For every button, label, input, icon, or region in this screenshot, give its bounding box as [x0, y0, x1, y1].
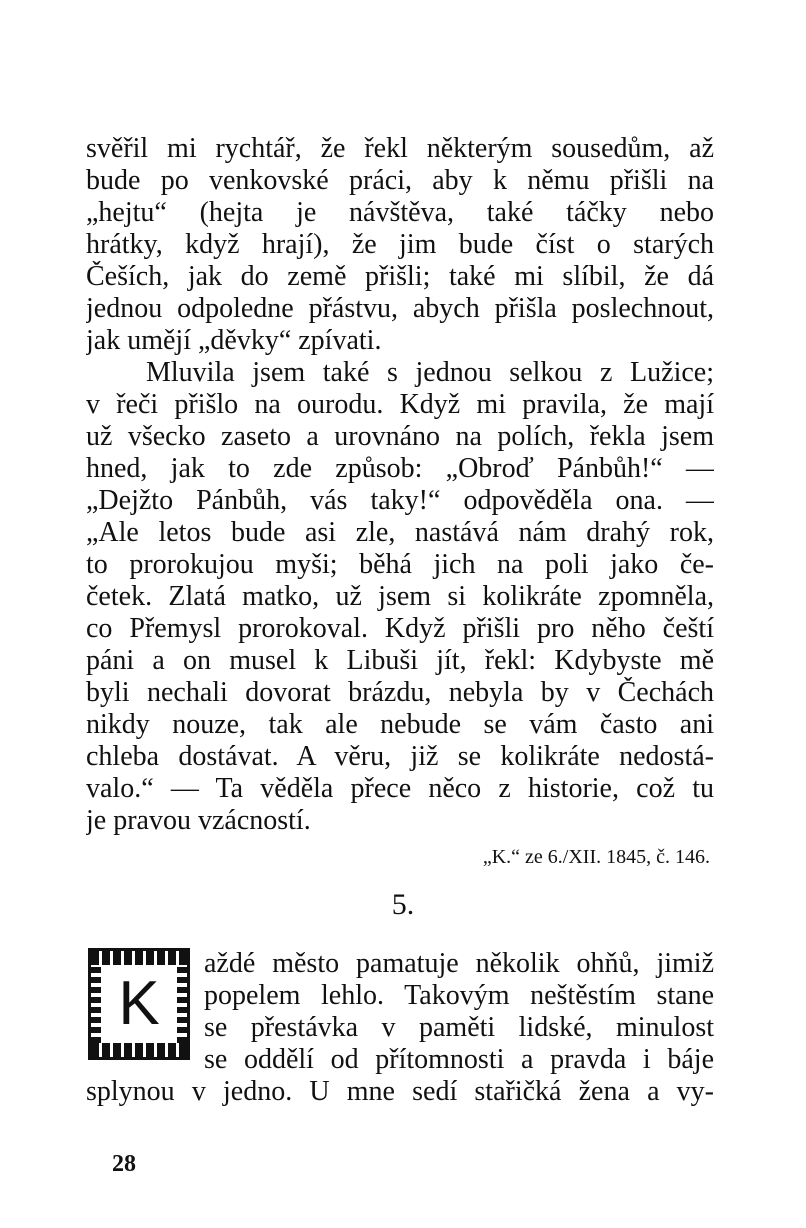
text-line: už všecko zaseto a urovnáno na polích, řekla jsem: [86, 421, 714, 452]
text-line: to prorokujou myši; běhá jich na poli jako če-: [86, 549, 714, 580]
text-line: co Přemysl prorokoval. Když přišli pro něho čeští: [86, 613, 714, 644]
text-line: páni a on musel k Libuši jít, řekl: Kdybyste mě: [86, 645, 714, 676]
text-line: svěřil mi rychtář, že řekl některým sousedům, až: [86, 133, 714, 164]
initial-frame-left: [91, 965, 101, 1043]
text-line: četek. Zlatá matko, už jsem si kolikráte zpomněla,: [86, 581, 714, 612]
initial-frame-bottom: [91, 1043, 187, 1057]
text-line: nikdy nouze, tak ale nebude se vám často ani: [86, 709, 714, 740]
text-line: se přestávka v paměti lidské, minulost: [204, 1012, 714, 1043]
text-line: Češích, jak do země přišli; také mi slíbil, že dá: [86, 261, 714, 292]
text-line: v řeči přišlo na ourodu. Když mi pravila, že mají: [86, 389, 714, 420]
text-line: splynou v jedno. U mne sedí stařičká žena a vy-: [86, 1076, 714, 1107]
page-number: 28: [112, 1151, 136, 1177]
decorated-initial: [88, 948, 190, 1060]
text-line: hrátky, když hrají), že jim bude číst o starých: [86, 229, 714, 260]
text-line: bude po venkovské práci, aby k němu přišli na: [86, 165, 714, 196]
text-line: aždé město pamatuje několik ohňů, jimiž: [204, 948, 714, 979]
text-line: „Dejžto Pánbůh, vás taky!“ odpověděla ona. —: [86, 485, 714, 516]
section-number: 5.: [391, 888, 415, 921]
text-line: byli nechali dovorat brázdu, nebyla by v Čechách: [86, 677, 714, 708]
initial-letter: K: [118, 969, 160, 1038]
text-line: „hejtu“ (hejta je návštěva, také táčky nebo: [86, 197, 714, 228]
text-line: chleba dostávat. A věru, již se kolikráte nedostá-: [86, 741, 714, 772]
text-line: jednou odpoledne přástvu, abych přišla poslechnout,: [86, 293, 714, 324]
initial-frame-right: [177, 965, 187, 1043]
source-note: „K.“ ze 6./XII. 1845, č. 146.: [482, 846, 710, 868]
text-line: jak umějí „děvky“ zpívati.: [86, 325, 382, 356]
text-line: se oddělí od přítomnosti a pravda i báje: [204, 1044, 714, 1075]
text-line: je pravou vzácností.: [86, 805, 311, 836]
text-line: hned, jak to zde způsob: „Obroď Pánbůh!“ —: [86, 453, 714, 484]
text-line: valo.“ — Ta věděla přece něco z historie, což tu: [86, 773, 714, 804]
text-line: „Ale letos bude asi zle, nastává nám drahý rok,: [86, 517, 714, 548]
text-line: popelem lehlo. Takovým neštěstím stane: [204, 980, 714, 1011]
initial-frame-top: [91, 951, 187, 965]
text-line: Mluvila jsem také s jednou selkou z Lužice;: [146, 357, 714, 388]
